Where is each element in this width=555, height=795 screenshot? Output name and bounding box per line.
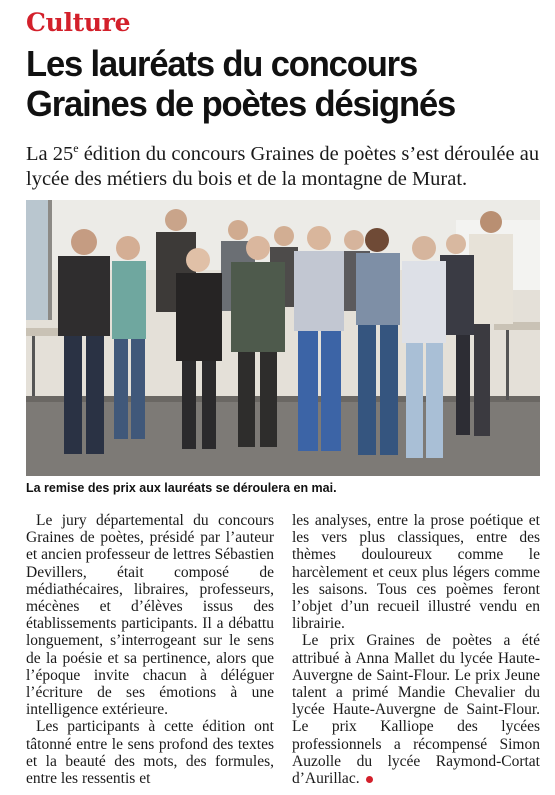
paragraph: Le jury départemental du concours Graines de poètes, présidé par l’auteur et ancien professeur de lettres Sébastien Devillers, était composé de médiathécaires, libraires, professeurs, mécènes et d’élèves issus des établissements participants. Il a débattu longuement, s’interrogeant sur le sens de la poésie et sa pertinence, alors que l’époque invite chacun à déléguer l’écriture de ses émotions à une intelligence extérieure. bbox=[26, 512, 274, 719]
section-rubric: Culture bbox=[26, 8, 131, 37]
lead-text-start: La 25 bbox=[26, 142, 74, 165]
lead-superscript: e bbox=[73, 141, 79, 155]
article-headline: Les lauréats du concours Graines de poètes désignés bbox=[26, 43, 456, 124]
group-photo-illustration bbox=[26, 200, 540, 476]
group-photo bbox=[26, 200, 540, 476]
article-column-2 bbox=[292, 512, 540, 787]
article-lead bbox=[26, 136, 546, 192]
lead-text-end: édition du concours Graines de poètes s’est déroulée au lycée des métiers du bois et de la montagne de Murat. bbox=[26, 142, 540, 190]
paragraph: les analyses, entre la prose poétique et les vers plus classiques, entre des thèmes douloureux comme le harcèlement et ceux plus légers comme les saisons. Tous ces poèmes feront l’objet d’un recueil illustré vendu en librairie. bbox=[292, 512, 540, 633]
closing-paragraph-text: Le prix Graines de poètes a été attribué à Anna Mallet du lycée Haute-Auvergne de Saint-Flour. Le prix Jeune talent a primé Mandie Chevalier du lycée Haute-Auvergne de Saint-Flour. Le prix Kalliope des lycées professionnels a récompensé Simon Auzolle du lycée Raymond-Cortat d’Aurillac. bbox=[292, 632, 540, 788]
photo-caption: La remise des prix aux lauréats se déroulera en mai. bbox=[26, 481, 337, 495]
paragraph bbox=[292, 632, 540, 787]
paragraph: Les participants à cette édition ont tâtonné entre le sens profond des textes et la beauté des mots, des formules, entre les ressentis et bbox=[26, 718, 274, 788]
article-column-1 bbox=[26, 512, 274, 787]
end-of-article-dot-icon bbox=[366, 776, 373, 783]
